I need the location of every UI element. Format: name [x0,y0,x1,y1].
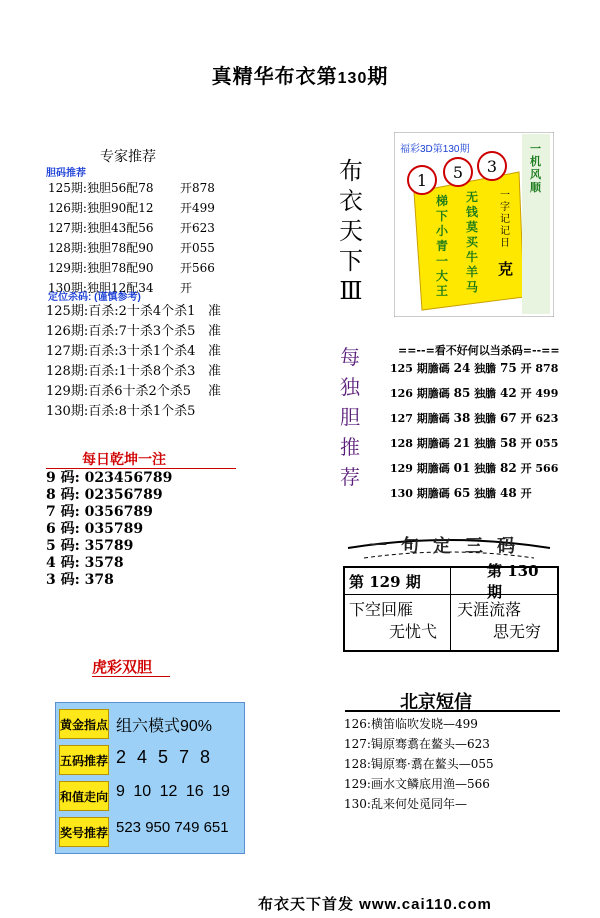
poster-header: 福彩3D第130期 [400,144,470,155]
lottery-poster [394,132,554,317]
divider [450,568,451,650]
char: 胆 [340,405,360,429]
char: 下 [339,247,363,275]
list-item: 6 码: 035789 [46,521,144,537]
daily-codes [46,470,172,589]
poem-line: 天涯流落 [457,600,522,619]
list-item: 126期:百杀:7十杀3个杀5 准 [46,324,222,339]
footer-link[interactable]: 布衣天下首发 www.cai110.com [258,896,492,913]
beijing-list [344,714,494,814]
list-item: 125期:百杀:2十杀4个杀1 准 [46,304,222,319]
char: 荐 [340,465,360,489]
table-row: 127 期膽碼 38 独膽 67 开 623 [390,411,559,425]
table-row: 130 期膽碼 65 独膽 48 开 [390,486,532,500]
table-row: 125 期膽碼 24 独膽 75 开 878 [390,361,559,375]
gold-value: 组六模式90% [116,718,213,735]
list-item: 129期:独胆78配90 开566 [48,261,215,275]
gold-value: 9 10 12 16 19 [116,783,230,800]
tiger-heading: 虎彩双胆 [92,658,153,676]
list-item: 4 码: 3578 [46,555,124,571]
gold-table [55,702,245,854]
list-item: 127:锔原骞翥在鳌头—623 [344,737,490,751]
ball: 3 [486,157,498,176]
dan-list [48,178,215,298]
ball: 1 [416,171,428,190]
list-item: 128期:独胆78配90 开055 [48,241,215,255]
list-item: 126期:独胆90配12 开499 [48,201,215,215]
daily-heading: 每日乾坤一注 [82,452,166,468]
gold-value: 523 950 749 651 [116,819,229,836]
list-item: 129期:百杀6十杀2个杀5 准 [46,384,222,399]
banner-text: 一句定三码 [369,536,529,557]
char: 每 [340,345,360,369]
table-row: 128 期膽碼 21 独膽 58 开 055 [390,436,559,450]
poem-period: 第 130 期 [487,562,539,601]
gold-label: 和值走向 [59,781,109,811]
poster-col: 梯下小青一大王 [436,194,449,298]
list-item: 8 码: 02356789 [46,487,163,503]
divider [345,710,560,712]
list-item: 128期:百杀:1十杀8个杀3 准 [46,364,222,379]
gold-label: 奖号推荐 [59,817,109,847]
poem-box [343,562,559,652]
meidu-vertical-title [336,342,364,492]
list-item: 128:锔原骞·翥在鳌头—055 [344,757,494,771]
list-item: 130期:独胆12配34 开 [48,281,193,295]
list-item: 130期:百杀:8十杀1个杀5 [46,404,196,419]
list-item: 5 码: 35789 [46,538,134,554]
poster-badge: 一机风顺 [530,142,541,194]
divider [92,676,170,677]
gold-value: 2 4 5 7 8 [116,747,211,767]
table-row: 129 期膽碼 01 独膽 82 开 566 [390,461,559,475]
ball: 5 [452,163,464,182]
title-main: 真精华布衣第 [211,64,338,88]
gold-label: 五码推荐 [59,745,109,775]
title-number: 130 [337,70,368,87]
list-item: 127期:百杀:3十杀1个杀4 准 [46,344,222,359]
char: 推 [340,435,360,459]
char: 衣 [339,187,363,215]
beijing-heading: 北京短信 [400,692,472,712]
poem-line: 下空回雁 [349,600,414,619]
expert-heading: 专家推荐 [100,149,156,165]
page-title [0,60,600,89]
kill-list [46,302,222,422]
dan-tag: 胆码推荐 [46,168,86,179]
char: 天 [339,217,363,245]
title-suffix: 期 [367,64,389,88]
list-item: 125期:独胆56配78 开878 [48,181,215,195]
list-item: 129:画水文鳞底用渔—566 [344,777,490,791]
poster-hint: 一字记记日 [500,190,510,249]
poster-col: 无钱莫买牛羊马 [466,190,479,294]
divider [345,594,557,595]
kill-heading: ==--=看不好何以当杀码=--== [398,344,560,357]
buyi-vertical-title [336,156,366,306]
kill-code-list [390,356,558,506]
list-item: 7 码: 0356789 [46,504,153,520]
list-item: 130:乱来何处觅同年— [344,797,467,811]
poem-banner [344,530,554,564]
list-item: 3 码: 378 [46,572,114,588]
divider [46,468,236,469]
gold-label: 黄金指点 [59,709,109,739]
poster-answer: 克 [498,260,514,278]
char: Ⅲ [339,277,363,305]
list-item: 126:横笛临吹发晓—499 [344,717,478,731]
kill-tag: 定位杀码: (谨慎参考) [48,292,141,303]
list-item: 9 码: 023456789 [46,470,173,486]
char: 独 [340,375,360,399]
list-item: 127期:独胆43配56 开623 [48,221,215,235]
poem-line: 思无穷 [493,622,542,641]
char: 布 [339,157,363,185]
table-row: 126 期膽碼 85 独膽 42 开 499 [390,386,559,400]
poem-period: 第 129 期 [349,572,421,591]
poem-line: 无忧弋 [389,622,438,641]
